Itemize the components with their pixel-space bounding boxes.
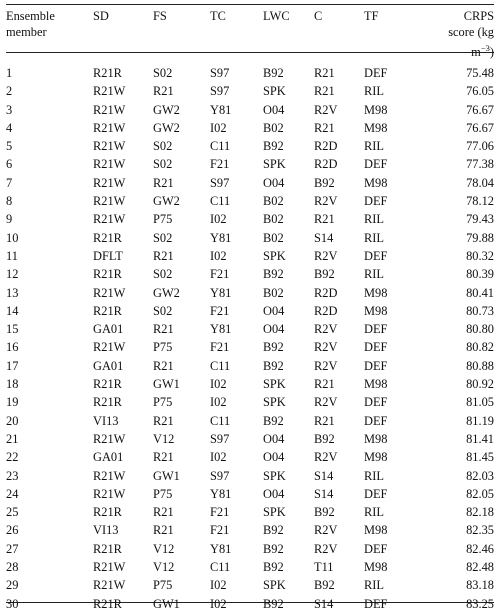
cell-sd: R21W — [93, 157, 126, 172]
table-row — [6, 467, 494, 485]
cell-lwc: B92 — [263, 523, 284, 538]
cell-member: 17 — [6, 358, 19, 373]
cell-crps: 80.92 — [466, 377, 494, 392]
cell-tc: Y81 — [210, 541, 232, 556]
cell-member: 21 — [6, 431, 19, 446]
cell-c: R2D — [314, 157, 338, 172]
cell-sd: R21W — [93, 102, 126, 117]
cell-tf: DEF — [364, 66, 388, 80]
cell-tc: F21 — [210, 523, 230, 538]
header-crps-line2: score (kg m — [448, 25, 494, 59]
cell-member: 25 — [6, 505, 19, 520]
cell-tc: C11 — [210, 560, 231, 575]
table-row — [6, 558, 494, 576]
cell-member: 2 — [6, 84, 13, 99]
cell-fs: GW1 — [153, 596, 180, 611]
table-row — [6, 448, 494, 466]
cell-sd: R21W — [93, 560, 126, 575]
cell-fs: S02 — [153, 139, 173, 154]
cell-c: R2V — [314, 194, 338, 209]
table-row — [6, 137, 494, 155]
cell-tf: RIL — [364, 139, 384, 154]
header-sd: SD — [93, 9, 109, 23]
cell-crps: 82.35 — [466, 523, 494, 538]
cell-tf: DEF — [364, 596, 388, 611]
cell-tf: DEF — [364, 541, 388, 556]
cell-sd: R21W — [93, 285, 126, 300]
cell-crps: 82.46 — [466, 541, 494, 556]
cell-tf: M98 — [364, 560, 388, 575]
cell-member: 6 — [6, 157, 13, 172]
cell-tc: I02 — [210, 120, 227, 135]
table-row — [6, 192, 494, 210]
cell-tc: I02 — [210, 395, 227, 410]
cell-crps: 79.43 — [466, 212, 494, 227]
cell-sd: R21W — [93, 578, 126, 593]
cell-lwc: SPK — [263, 84, 286, 99]
cell-crps: 75.48 — [466, 66, 494, 80]
header-lwc: LWC — [263, 9, 290, 23]
cell-crps: 83.25 — [466, 596, 494, 611]
table-row — [6, 101, 494, 119]
cell-crps: 77.38 — [466, 157, 494, 172]
cell-member: 15 — [6, 322, 19, 337]
cell-crps: 80.41 — [466, 285, 494, 300]
table-row — [6, 229, 494, 247]
cell-tf: RIL — [364, 212, 384, 227]
cell-tc: S97 — [210, 431, 230, 446]
cell-tc: S97 — [210, 84, 230, 99]
cell-tf: RIL — [364, 267, 384, 282]
cell-tf: DEF — [364, 340, 388, 355]
cell-sd: R21R — [93, 230, 122, 245]
cell-member: 12 — [6, 267, 19, 282]
cell-lwc: SPK — [263, 248, 286, 263]
cell-fs: R21 — [153, 84, 174, 99]
cell-c: R2V — [314, 340, 338, 355]
cell-c: R2V — [314, 523, 338, 538]
cell-tf: RIL — [364, 468, 384, 483]
cell-fs: R21 — [153, 358, 174, 373]
table-row — [6, 119, 494, 137]
cell-tf: RIL — [364, 84, 384, 99]
cell-crps: 80.88 — [466, 358, 494, 373]
table-body — [6, 60, 494, 613]
header-c: C — [314, 9, 323, 23]
cell-tf: RIL — [364, 505, 384, 520]
cell-sd: DFLT — [93, 248, 123, 263]
cell-c: R2D — [314, 303, 338, 318]
cell-member: 5 — [6, 139, 13, 154]
cell-c: S14 — [314, 468, 334, 483]
cell-c: B92 — [314, 431, 335, 446]
cell-c: B92 — [314, 505, 335, 520]
cell-fs: GW2 — [153, 194, 180, 209]
cell-sd: R21W — [93, 194, 126, 209]
table-row — [6, 320, 494, 338]
cell-tc: C11 — [210, 358, 231, 373]
cell-fs: P75 — [153, 578, 173, 593]
cell-fs: GW2 — [153, 285, 180, 300]
cell-lwc: B92 — [263, 139, 284, 154]
cell-tc: S97 — [210, 468, 230, 483]
cell-tf: M98 — [364, 285, 388, 300]
cell-lwc: SPK — [263, 395, 286, 410]
cell-sd: R21W — [93, 340, 126, 355]
cell-tc: I02 — [210, 248, 227, 263]
cell-c: R2V — [314, 102, 338, 117]
cell-member: 16 — [6, 340, 19, 355]
table-row — [6, 375, 494, 393]
cell-tf: M98 — [364, 450, 388, 465]
cell-lwc: B92 — [263, 267, 284, 282]
header-crps-line1: CRPS — [463, 9, 494, 23]
cell-lwc: O04 — [263, 175, 285, 190]
header-tf: TF — [364, 9, 379, 23]
cell-member: 27 — [6, 541, 19, 556]
cell-crps: 80.32 — [466, 248, 494, 263]
cell-sd: R21W — [93, 468, 126, 483]
cell-fs: P75 — [153, 486, 173, 501]
cell-sd: R21W — [93, 175, 126, 190]
cell-tc: C11 — [210, 194, 231, 209]
cell-fs: R21 — [153, 523, 174, 538]
table-row — [6, 595, 494, 613]
cell-sd: R21R — [93, 66, 122, 80]
cell-lwc: SPK — [263, 505, 286, 520]
cell-crps: 80.39 — [466, 267, 494, 282]
cell-crps: 82.18 — [466, 505, 494, 520]
cell-crps: 83.18 — [466, 578, 494, 593]
cell-tf: M98 — [364, 102, 388, 117]
cell-member: 10 — [6, 230, 19, 245]
cell-tc: F21 — [210, 340, 230, 355]
cell-fs: V12 — [153, 560, 175, 575]
cell-tc: I02 — [210, 377, 227, 392]
cell-lwc: O04 — [263, 303, 285, 318]
cell-lwc: B92 — [263, 541, 284, 556]
cell-tc: Y81 — [210, 102, 232, 117]
cell-c: R21 — [314, 377, 335, 392]
table-row — [6, 485, 494, 503]
cell-member: 18 — [6, 377, 19, 392]
table-row — [6, 412, 494, 430]
cell-c: R21 — [314, 212, 335, 227]
cell-tc: I02 — [210, 450, 227, 465]
cell-c: S14 — [314, 596, 334, 611]
cell-sd: GA01 — [93, 322, 124, 337]
table-row — [6, 174, 494, 192]
table-row — [6, 155, 494, 173]
cell-crps: 76.67 — [466, 102, 494, 117]
cell-sd: GA01 — [93, 450, 124, 465]
cell-fs: P75 — [153, 212, 173, 227]
cell-c: S14 — [314, 230, 334, 245]
cell-c: R2V — [314, 395, 338, 410]
cell-fs: S02 — [153, 66, 173, 80]
cell-tc: F21 — [210, 267, 230, 282]
table-header — [6, 6, 494, 60]
cell-member: 24 — [6, 486, 19, 501]
cell-c: R2V — [314, 358, 338, 373]
table-row — [6, 210, 494, 228]
cell-crps: 82.48 — [466, 560, 494, 575]
cell-member: 1 — [6, 66, 13, 80]
cell-sd: R21R — [93, 395, 122, 410]
cell-tf: M98 — [364, 303, 388, 318]
cell-sd: R21R — [93, 541, 122, 556]
cell-tc: S97 — [210, 175, 230, 190]
table-row — [6, 60, 494, 82]
cell-tc: F21 — [210, 303, 230, 318]
cell-sd: R21W — [93, 431, 126, 446]
cell-tf: M98 — [364, 120, 388, 135]
cell-lwc: B02 — [263, 120, 284, 135]
cell-member: 29 — [6, 578, 19, 593]
cell-tf: DEF — [364, 413, 388, 428]
cell-tc: I02 — [210, 578, 227, 593]
header-member-line2: member — [6, 25, 47, 39]
cell-lwc: B02 — [263, 230, 284, 245]
cell-c: R2V — [314, 450, 338, 465]
cell-c: B92 — [314, 578, 335, 593]
cell-tf: DEF — [364, 395, 388, 410]
cell-crps: 82.03 — [466, 468, 494, 483]
cell-lwc: SPK — [263, 468, 286, 483]
cell-fs: R21 — [153, 450, 174, 465]
cell-crps: 80.82 — [466, 340, 494, 355]
cell-fs: GW2 — [153, 102, 180, 117]
cell-lwc: O04 — [263, 102, 285, 117]
cell-tf: DEF — [364, 194, 388, 209]
cell-fs: V12 — [153, 541, 175, 556]
cell-fs: S02 — [153, 157, 173, 172]
cell-lwc: B92 — [263, 596, 284, 611]
cell-crps: 80.80 — [466, 322, 494, 337]
cell-crps: 78.04 — [466, 175, 494, 190]
cell-lwc: O04 — [263, 450, 285, 465]
cell-tc: Y81 — [210, 322, 232, 337]
cell-sd: R21W — [93, 139, 126, 154]
cell-lwc: SPK — [263, 377, 286, 392]
header-member-line1: Ensemble — [6, 9, 55, 23]
header-crps-close: ) — [489, 45, 494, 59]
header-fs: FS — [153, 9, 167, 23]
cell-c: B92 — [314, 175, 335, 190]
cell-fs: R21 — [153, 505, 174, 520]
cell-tf: M98 — [364, 377, 388, 392]
cell-member: 22 — [6, 450, 19, 465]
table-row — [6, 302, 494, 320]
cell-member: 8 — [6, 194, 13, 209]
cell-tc: F21 — [210, 505, 230, 520]
cell-crps: 80.73 — [466, 303, 494, 318]
cell-tc: C11 — [210, 139, 231, 154]
cell-lwc: B02 — [263, 194, 284, 209]
cell-lwc: B92 — [263, 66, 284, 80]
cell-fs: S02 — [153, 267, 173, 282]
cell-crps: 81.45 — [466, 450, 494, 465]
cell-fs: GW1 — [153, 468, 180, 483]
cell-tc: I02 — [210, 596, 227, 611]
cell-c: R21 — [314, 120, 335, 135]
cell-tc: F21 — [210, 157, 230, 172]
cell-lwc: B92 — [263, 358, 284, 373]
table-row — [6, 430, 494, 448]
top-rule — [6, 4, 494, 5]
cell-crps: 81.05 — [466, 395, 494, 410]
cell-crps: 81.19 — [466, 413, 494, 428]
header-crps-exponent: −3 — [480, 43, 490, 53]
cell-tf: DEF — [364, 358, 388, 373]
table-row — [6, 521, 494, 539]
table-row — [6, 338, 494, 356]
cell-c: S14 — [314, 486, 334, 501]
cell-tf: M98 — [364, 175, 388, 190]
cell-sd: R21R — [93, 267, 122, 282]
cell-member: 4 — [6, 120, 13, 135]
cell-member: 9 — [6, 212, 13, 227]
cell-tf: M98 — [364, 431, 388, 446]
cell-lwc: B92 — [263, 340, 284, 355]
cell-tf: RIL — [364, 578, 384, 593]
cell-tc: Y81 — [210, 486, 232, 501]
cell-member: 23 — [6, 468, 19, 483]
cell-fs: S02 — [153, 230, 173, 245]
cell-crps: 82.05 — [466, 486, 494, 501]
cell-sd: GA01 — [93, 358, 124, 373]
cell-fs: GW1 — [153, 377, 180, 392]
header-tc: TC — [210, 9, 226, 23]
cell-fs: P75 — [153, 340, 173, 355]
cell-c: R21 — [314, 413, 335, 428]
cell-tc: S97 — [210, 66, 230, 80]
cell-member: 30 — [6, 596, 19, 611]
cell-fs: P75 — [153, 395, 173, 410]
cell-tf: M98 — [364, 523, 388, 538]
header-ensemble-member — [6, 6, 93, 60]
cell-c: T11 — [314, 560, 334, 575]
cell-crps: 81.41 — [466, 431, 494, 446]
cell-fs: R21 — [153, 413, 174, 428]
cell-fs: S02 — [153, 303, 173, 318]
cell-lwc: SPK — [263, 578, 286, 593]
cell-crps: 79.88 — [466, 230, 494, 245]
cell-sd: R21W — [93, 84, 126, 99]
cell-sd: R21R — [93, 505, 122, 520]
cell-c: R2V — [314, 541, 338, 556]
table-row — [6, 503, 494, 521]
cell-lwc: O04 — [263, 322, 285, 337]
cell-tc: I02 — [210, 212, 227, 227]
ensemble-table — [6, 6, 494, 613]
cell-lwc: B92 — [263, 560, 284, 575]
cell-crps: 76.67 — [466, 120, 494, 135]
cell-crps: 76.05 — [466, 84, 494, 99]
table-row — [6, 247, 494, 265]
cell-tf: DEF — [364, 322, 388, 337]
cell-tf: RIL — [364, 230, 384, 245]
cell-c: B92 — [314, 267, 335, 282]
cell-fs: V12 — [153, 431, 175, 446]
table-row — [6, 576, 494, 594]
cell-member: 14 — [6, 303, 19, 318]
cell-c: R2D — [314, 285, 338, 300]
cell-c: R21 — [314, 84, 335, 99]
cell-member: 19 — [6, 395, 19, 410]
cell-sd: VI13 — [93, 523, 119, 538]
cell-crps: 78.12 — [466, 194, 494, 209]
cell-sd: R21W — [93, 120, 126, 135]
cell-tc: Y81 — [210, 285, 232, 300]
table-row — [6, 265, 494, 283]
cell-fs: GW2 — [153, 120, 180, 135]
cell-member: 28 — [6, 560, 19, 575]
header-crps — [424, 6, 494, 60]
cell-sd: R21W — [93, 212, 126, 227]
cell-tc: C11 — [210, 413, 231, 428]
cell-lwc: O04 — [263, 486, 285, 501]
cell-member: 3 — [6, 102, 13, 117]
cell-sd: R21R — [93, 377, 122, 392]
cell-lwc: O04 — [263, 431, 285, 446]
table-row — [6, 284, 494, 302]
cell-tf: DEF — [364, 248, 388, 263]
cell-member: 13 — [6, 285, 19, 300]
table-row — [6, 540, 494, 558]
cell-member: 26 — [6, 523, 19, 538]
cell-member: 7 — [6, 175, 13, 190]
cell-lwc: B02 — [263, 285, 284, 300]
cell-c: R2V — [314, 322, 338, 337]
cell-fs: R21 — [153, 322, 174, 337]
table-row — [6, 393, 494, 411]
cell-fs: R21 — [153, 175, 174, 190]
cell-lwc: B92 — [263, 413, 284, 428]
cell-sd: R21R — [93, 596, 122, 611]
cell-lwc: SPK — [263, 157, 286, 172]
table-row — [6, 82, 494, 100]
cell-sd: R21R — [93, 303, 122, 318]
cell-tf: DEF — [364, 486, 388, 501]
cell-tc: Y81 — [210, 230, 232, 245]
cell-member: 20 — [6, 413, 19, 428]
cell-member: 11 — [6, 248, 18, 263]
cell-fs: R21 — [153, 248, 174, 263]
cell-sd: VI13 — [93, 413, 119, 428]
cell-crps: 77.06 — [466, 139, 494, 154]
cell-c: R2D — [314, 139, 338, 154]
cell-c: R21 — [314, 66, 335, 80]
cell-c: R2V — [314, 248, 338, 263]
cell-tf: DEF — [364, 157, 388, 172]
table-row — [6, 357, 494, 375]
cell-lwc: B02 — [263, 212, 284, 227]
cell-sd: R21W — [93, 486, 126, 501]
